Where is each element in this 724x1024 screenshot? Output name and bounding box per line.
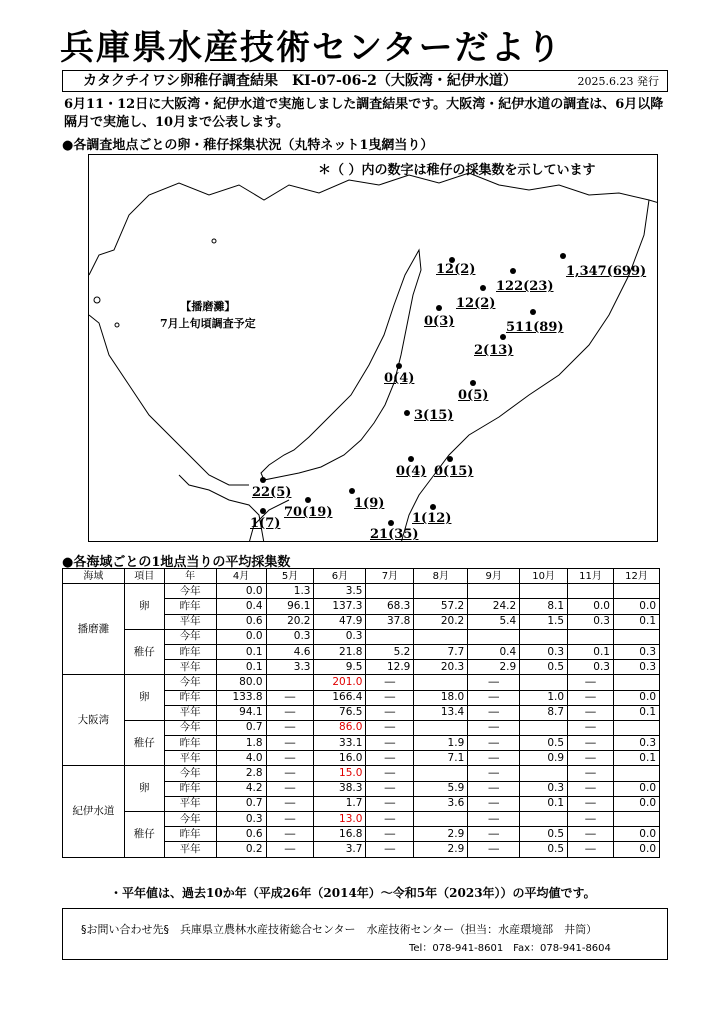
value-cell: ― <box>468 766 520 781</box>
station-label: 122(23) <box>496 279 554 294</box>
value-cell: 8.7 <box>520 705 568 720</box>
value-cell: 3.3 <box>266 660 314 675</box>
value-cell: ― <box>266 705 314 720</box>
station-dot <box>510 268 516 274</box>
year-cell: 昨年 <box>164 736 216 751</box>
value-cell: 8.1 <box>520 599 568 614</box>
value-cell: ― <box>366 781 414 796</box>
year-cell: 平年 <box>164 614 216 629</box>
item-cell: 稚仔 <box>124 629 164 675</box>
column-header: 海域 <box>63 569 125 584</box>
column-header: 項目 <box>124 569 164 584</box>
value-cell <box>613 720 659 735</box>
value-cell: ― <box>266 690 314 705</box>
value-cell <box>520 812 568 827</box>
catch-table <box>62 568 660 858</box>
value-cell: 0.1 <box>613 751 659 766</box>
value-cell: 0.3 <box>266 629 314 644</box>
station-dot <box>349 488 355 494</box>
value-cell: ― <box>366 766 414 781</box>
value-cell: 0.0 <box>216 629 266 644</box>
value-cell <box>414 766 468 781</box>
value-cell: ― <box>568 690 614 705</box>
value-cell <box>366 629 414 644</box>
value-cell: ― <box>568 751 614 766</box>
station-label: 0(5) <box>458 388 489 403</box>
column-header: 12月 <box>613 569 659 584</box>
value-cell <box>613 584 659 599</box>
harima-note <box>160 298 256 332</box>
value-cell: 0.1 <box>520 796 568 811</box>
value-cell: 20.2 <box>266 614 314 629</box>
station-dot <box>388 520 394 526</box>
value-cell: ― <box>366 705 414 720</box>
value-cell: 0.2 <box>216 842 266 857</box>
value-cell: 5.9 <box>414 781 468 796</box>
issue-date: 2025.6.23 発行 <box>577 75 659 88</box>
value-cell: 0.3 <box>613 644 659 659</box>
value-cell <box>414 584 468 599</box>
value-cell: ― <box>366 736 414 751</box>
value-cell: 47.9 <box>314 614 366 629</box>
value-cell: 0.9 <box>520 751 568 766</box>
value-cell: 38.3 <box>314 781 366 796</box>
column-header: 11月 <box>568 569 614 584</box>
value-cell: 5.2 <box>366 644 414 659</box>
item-cell: 卵 <box>124 766 164 812</box>
value-cell: ― <box>568 720 614 735</box>
year-cell: 昨年 <box>164 781 216 796</box>
value-cell: 0.3 <box>520 644 568 659</box>
value-cell: ― <box>468 751 520 766</box>
value-cell: 57.2 <box>414 599 468 614</box>
value-cell: 9.5 <box>314 660 366 675</box>
value-cell <box>468 584 520 599</box>
value-cell: 0.0 <box>613 781 659 796</box>
year-cell: 平年 <box>164 796 216 811</box>
year-cell: 平年 <box>164 660 216 675</box>
table-header-row <box>63 569 660 584</box>
station-dot <box>447 456 453 462</box>
column-header: 10月 <box>520 569 568 584</box>
item-cell: 稚仔 <box>124 720 164 766</box>
value-cell: 0.3 <box>520 781 568 796</box>
station-dot <box>530 309 536 315</box>
value-cell <box>613 766 659 781</box>
value-cell: 0.7 <box>216 720 266 735</box>
value-cell: 37.8 <box>366 614 414 629</box>
value-cell: 0.1 <box>613 705 659 720</box>
station-label: 12(2) <box>436 262 476 277</box>
station-label: 1(7) <box>250 516 281 531</box>
value-cell <box>613 675 659 690</box>
station-label: 511(89) <box>506 320 564 335</box>
year-cell: 昨年 <box>164 827 216 842</box>
station-dot <box>560 253 566 259</box>
value-cell: 0.0 <box>613 599 659 614</box>
value-cell: 0.7 <box>216 796 266 811</box>
value-cell: ― <box>366 751 414 766</box>
value-cell: ― <box>266 827 314 842</box>
value-cell <box>266 675 314 690</box>
table-row <box>63 812 660 827</box>
table-row <box>63 720 660 735</box>
map-note: ＊（ ）内の数字は稚仔の採集数を示しています <box>318 163 596 178</box>
value-cell: 1.9 <box>414 736 468 751</box>
value-cell <box>414 629 468 644</box>
intro-text: 6月11・12日に大阪湾・紀伊水道で実施しました調査結果です。大阪湾・紀伊水道の調査は、6月以降隔月で実施し、10月まで公表します。 <box>64 97 664 130</box>
survey-map <box>88 154 658 542</box>
value-cell: ― <box>266 720 314 735</box>
value-cell: ― <box>568 842 614 857</box>
value-cell: 0.5 <box>520 736 568 751</box>
value-cell: 1.3 <box>266 584 314 599</box>
value-cell: ― <box>568 736 614 751</box>
value-cell: 68.3 <box>366 599 414 614</box>
harima-note-title: 【播磨灘】 <box>180 300 236 313</box>
value-cell: 0.5 <box>520 842 568 857</box>
value-cell: ― <box>568 796 614 811</box>
year-cell: 今年 <box>164 584 216 599</box>
value-cell: ― <box>266 766 314 781</box>
value-cell: 0.3 <box>613 736 659 751</box>
value-cell <box>613 812 659 827</box>
contact-phone: Tel：078-941-8601 Fax：078-941-8604 <box>409 943 611 954</box>
year-cell: 昨年 <box>164 690 216 705</box>
value-cell <box>613 629 659 644</box>
value-cell: 16.0 <box>314 751 366 766</box>
station-label: 3(15) <box>414 408 454 423</box>
value-cell: 21.8 <box>314 644 366 659</box>
value-cell: 0.3 <box>314 629 366 644</box>
value-cell: ― <box>468 827 520 842</box>
station-dot <box>470 380 476 386</box>
value-cell: 0.4 <box>216 599 266 614</box>
value-cell: ― <box>468 705 520 720</box>
value-cell <box>414 675 468 690</box>
year-cell: 昨年 <box>164 599 216 614</box>
value-cell: ― <box>568 705 614 720</box>
value-cell: 7.7 <box>414 644 468 659</box>
station-label: 1(12) <box>412 511 452 526</box>
value-cell: 0.1 <box>613 614 659 629</box>
year-cell: 平年 <box>164 705 216 720</box>
value-cell: 1.5 <box>520 614 568 629</box>
value-cell: 0.3 <box>216 812 266 827</box>
value-cell: 5.4 <box>468 614 520 629</box>
value-cell: 0.1 <box>216 660 266 675</box>
value-cell: 96.1 <box>266 599 314 614</box>
value-cell <box>520 675 568 690</box>
station-dot <box>260 508 266 514</box>
value-cell <box>520 766 568 781</box>
masthead-title: 兵庫県水産技術センターだより <box>60 28 563 68</box>
station-label: 21(35) <box>370 527 419 542</box>
value-cell <box>414 720 468 735</box>
column-header: 7月 <box>366 569 414 584</box>
table-row <box>63 584 660 599</box>
value-cell: 20.3 <box>414 660 468 675</box>
value-cell: 4.0 <box>216 751 266 766</box>
value-cell: 0.0 <box>613 690 659 705</box>
contact-box <box>62 908 668 960</box>
value-cell: 16.8 <box>314 827 366 842</box>
value-cell: ― <box>468 781 520 796</box>
contact-org: §お問い合わせ先§ 兵庫県立農林水産技術総合センター 水産技術センター（担当：水産環境部 井筒） <box>81 923 598 936</box>
footnote: ・平年値は、過去10か年（平成26年（2014年）～令和5年（2023年））の平均値です。 <box>110 886 596 900</box>
value-cell: 0.6 <box>216 614 266 629</box>
station-dot <box>430 504 436 510</box>
value-cell <box>366 584 414 599</box>
value-cell: 0.4 <box>468 644 520 659</box>
year-cell: 今年 <box>164 812 216 827</box>
value-cell: 13.4 <box>414 705 468 720</box>
value-cell: ― <box>266 796 314 811</box>
value-cell: 12.9 <box>366 660 414 675</box>
value-cell: 0.0 <box>568 599 614 614</box>
station-dot <box>404 410 410 416</box>
value-cell: 4.6 <box>266 644 314 659</box>
value-cell: ― <box>468 796 520 811</box>
value-cell: 201.0 <box>314 675 366 690</box>
value-cell: 80.0 <box>216 675 266 690</box>
station-dot <box>480 285 486 291</box>
column-header: 8月 <box>414 569 468 584</box>
column-header: 9月 <box>468 569 520 584</box>
value-cell: ― <box>568 675 614 690</box>
station-label: 0(15) <box>434 464 474 479</box>
value-cell: 0.0 <box>613 827 659 842</box>
year-cell: 昨年 <box>164 644 216 659</box>
value-cell: 1.0 <box>520 690 568 705</box>
value-cell: 1.8 <box>216 736 266 751</box>
station-label: 12(2) <box>456 296 496 311</box>
value-cell: ― <box>366 842 414 857</box>
value-cell: 0.3 <box>568 614 614 629</box>
station-dot <box>500 334 506 340</box>
value-cell: 2.9 <box>414 842 468 857</box>
year-cell: 今年 <box>164 720 216 735</box>
map-heading: ●各調査地点ごとの卵・稚仔採集状況（丸特ネット1曳網当り） <box>62 138 434 153</box>
station-label: 1(9) <box>354 496 385 511</box>
item-cell: 卵 <box>124 584 164 630</box>
value-cell: ― <box>366 675 414 690</box>
station-dot <box>305 497 311 503</box>
table-row <box>63 675 660 690</box>
value-cell: ― <box>468 720 520 735</box>
value-cell: 0.5 <box>520 827 568 842</box>
station-dot <box>408 456 414 462</box>
station-label: 0(3) <box>424 314 455 329</box>
value-cell: 0.1 <box>216 644 266 659</box>
table-row <box>63 766 660 781</box>
value-cell: 33.1 <box>314 736 366 751</box>
value-cell: 0.0 <box>613 796 659 811</box>
station-label: 0(4) <box>396 464 427 479</box>
value-cell: ― <box>266 842 314 857</box>
value-cell: 0.5 <box>520 660 568 675</box>
station-label: 0(4) <box>384 371 415 386</box>
value-cell: ― <box>266 751 314 766</box>
value-cell: 166.4 <box>314 690 366 705</box>
value-cell: 0.0 <box>216 584 266 599</box>
value-cell: 2.9 <box>468 660 520 675</box>
value-cell: 3.5 <box>314 584 366 599</box>
value-cell: 18.0 <box>414 690 468 705</box>
year-cell: 平年 <box>164 842 216 857</box>
item-cell: 卵 <box>124 675 164 721</box>
value-cell <box>414 812 468 827</box>
column-header: 年 <box>164 569 216 584</box>
report-title-box <box>62 70 668 92</box>
value-cell: 0.0 <box>613 842 659 857</box>
coastline-map <box>89 155 658 542</box>
value-cell: 3.7 <box>314 842 366 857</box>
value-cell: 76.5 <box>314 705 366 720</box>
value-cell: 0.3 <box>613 660 659 675</box>
column-header: 5月 <box>266 569 314 584</box>
year-cell: 平年 <box>164 751 216 766</box>
item-cell: 稚仔 <box>124 812 164 858</box>
value-cell: ― <box>266 781 314 796</box>
station-label: 1,347(699) <box>566 264 647 279</box>
value-cell: 4.2 <box>216 781 266 796</box>
value-cell: ― <box>568 781 614 796</box>
value-cell: 86.0 <box>314 720 366 735</box>
value-cell: ― <box>266 736 314 751</box>
year-cell: 今年 <box>164 629 216 644</box>
station-dot <box>260 477 266 483</box>
value-cell: ― <box>366 690 414 705</box>
value-cell: 7.1 <box>414 751 468 766</box>
value-cell <box>568 584 614 599</box>
column-header: 4月 <box>216 569 266 584</box>
year-cell: 今年 <box>164 675 216 690</box>
value-cell: 15.0 <box>314 766 366 781</box>
report-title: カタクチイワシ卵稚仔調査結果 KI-07-06-2（大阪湾・紀伊水道） <box>83 73 517 89</box>
value-cell: 3.6 <box>414 796 468 811</box>
value-cell: ― <box>568 766 614 781</box>
value-cell: ― <box>366 827 414 842</box>
value-cell <box>520 629 568 644</box>
value-cell <box>468 629 520 644</box>
area-cell: 大阪湾 <box>63 675 125 766</box>
value-cell: ― <box>468 812 520 827</box>
value-cell: ― <box>568 812 614 827</box>
column-header: 6月 <box>314 569 366 584</box>
value-cell: 20.2 <box>414 614 468 629</box>
station-dot <box>436 305 442 311</box>
value-cell: ― <box>366 796 414 811</box>
value-cell <box>520 584 568 599</box>
value-cell: 0.3 <box>568 660 614 675</box>
value-cell: ― <box>468 842 520 857</box>
value-cell: ― <box>468 675 520 690</box>
station-label: 22(5) <box>252 485 292 500</box>
value-cell: 24.2 <box>468 599 520 614</box>
value-cell: 0.1 <box>568 644 614 659</box>
station-label: 70(19) <box>284 505 333 520</box>
value-cell: ― <box>366 720 414 735</box>
value-cell <box>520 720 568 735</box>
value-cell: ― <box>366 812 414 827</box>
value-cell: 2.9 <box>414 827 468 842</box>
table-heading: ●各海域ごとの1地点当りの平均採集数 <box>62 555 291 570</box>
value-cell: 0.6 <box>216 827 266 842</box>
value-cell: 133.8 <box>216 690 266 705</box>
station-label: 2(13) <box>474 343 514 358</box>
value-cell: 13.0 <box>314 812 366 827</box>
area-cell: 紀伊水道 <box>63 766 125 857</box>
value-cell: ― <box>468 736 520 751</box>
value-cell: ― <box>568 827 614 842</box>
value-cell <box>568 629 614 644</box>
year-cell: 今年 <box>164 766 216 781</box>
station-dot <box>396 363 402 369</box>
value-cell: 2.8 <box>216 766 266 781</box>
area-cell: 播磨灘 <box>63 584 125 675</box>
value-cell: ― <box>266 812 314 827</box>
value-cell: 1.7 <box>314 796 366 811</box>
value-cell: ― <box>468 690 520 705</box>
value-cell: 137.3 <box>314 599 366 614</box>
table-row <box>63 629 660 644</box>
harima-note-text: 7月上旬頃調査予定 <box>160 317 256 330</box>
value-cell: 94.1 <box>216 705 266 720</box>
